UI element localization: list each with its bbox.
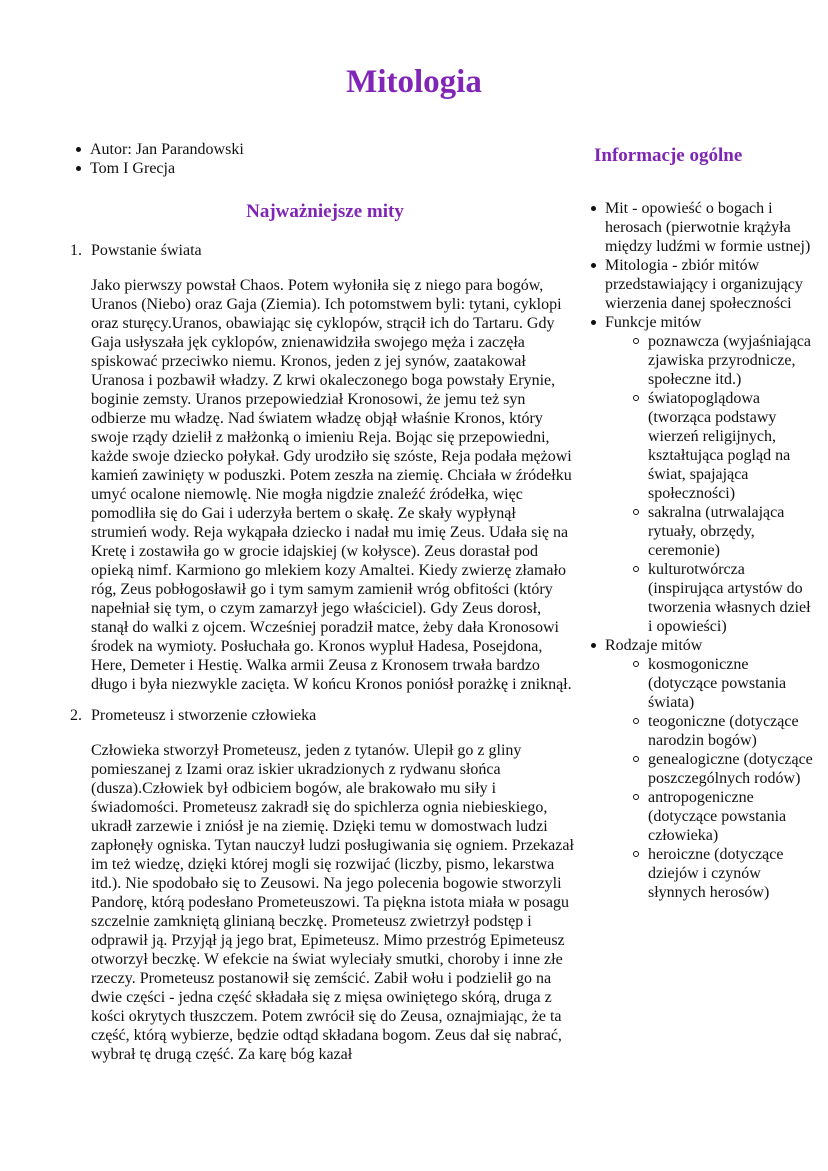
info-item-text: Funkcje mitów bbox=[605, 314, 702, 331]
myth-item bbox=[70, 706, 575, 1064]
myth-title bbox=[70, 241, 575, 260]
function-item: poznawcza (wyjaśniająca zjawiska przyrodnicze, społeczne itd.) bbox=[648, 332, 815, 389]
type-item: teogoniczne (dotyczące narodzin bogów) bbox=[648, 712, 815, 750]
function-item: kulturotwórcza (inspirująca artystów do tworzenia własnych dzieł i opowieści) bbox=[648, 560, 815, 636]
myth-number: 2. bbox=[70, 707, 82, 724]
myth-title-text: Powstanie świata bbox=[91, 242, 202, 259]
info-item bbox=[605, 199, 815, 256]
myth-body: Jako pierwszy powstał Chaos. Potem wyłoniła się z niego para bogów, Uranos (Niebo) oraz Gaja (Ziemia). Ich potomstwem byli: tytani, cyklopi oraz sturęcy.Uranos, obawiając się cyklopów, strącił ich do Tartaru. Gdy Gaja usłyszała jęk cyklopów, znienawidziła swojego męża i zaczęła spiskować przeciwko niemu. Kronos, jeden z jej synów, zaatakował Uranosa i pozbawił władzy. Z krwi okaleczonego boga powstały Erynie, boginie zemsty. Uranos przepowiedział Kronosowi, że jemu też syn odbierze mu władzę. Nad światem władzę objął właśnie Kronos, który swoje rządy dzielił z małżonką o imieniu Reja. Bojąc się przepowiedni, każde swoje dziecko połykał. Gdy urodziło się szóste, Reja podała mężowi kamień zawinięty w poduszki. Potem zeszła na ziemię. Chciała w źródełku umyć ocalone niemowlę. Nie mogła nigdzie znaleźć źródełka, więc pomodliła się do Gai i uderzyła bertem o skałę. Ze skały wypłynął strumień wody. Reja wykąpała dziecko i nadał mu imię Zeus. Udała się na Kretę i zostawiła go w grocie idajskiej (w kołysce). Zeus dorastał pod opieką nimf. Karmiono go mlekiem kozy Amaltei. Kiedy zwierzę złamało róg, Zeus pobłogosławił go i tym samym zamienił wróg obfitości (który napełniał się tym, o czym zamarzył jego właściciel). Gdy Zeus dorosł, stanął do walki z ojcem. Wcześniej poradził matce, żeby dała Kronosowi środek na wymioty. Posłuchała go. Kronos wypluł Hadesa, Posejdona, Here, Demeter i Hestię. Walka armii Zeusa z Kronosem trwała bardzo długo i była niezwykle zacięta. W końcu Kronos poniósł porażkę i zniknął. bbox=[91, 277, 572, 693]
myth-number: 1. bbox=[70, 242, 82, 259]
meta-list bbox=[70, 140, 575, 178]
info-item-text: Rodzaje mitów bbox=[605, 637, 703, 654]
info-item-text: Mit - opowieść o bogach i herosach (pierwotnie krążyła między ludźmi w formie ustnej) bbox=[605, 200, 811, 255]
myth-title-text: Prometeusz i stworzenie człowieka bbox=[91, 707, 317, 724]
function-item: sakralna (utrwalająca rytuały, obrzędy, ceremonie) bbox=[648, 503, 815, 560]
type-item: heroiczne (dotyczące dziejów i czynów słynnych herosów) bbox=[648, 845, 815, 902]
meta-author: Autor: Jan Parandowski bbox=[90, 140, 575, 159]
page-title: Mitologia bbox=[346, 64, 482, 100]
type-item: antropogeniczne (dotyczące powstania człowieka) bbox=[648, 788, 815, 845]
types-list bbox=[605, 655, 815, 902]
function-item: światopoglądowa (tworząca podstawy wierzeń religijnych, kształtująca pogląd na świat, spajająca społeczności) bbox=[648, 389, 815, 503]
sidebar bbox=[580, 140, 815, 902]
sidebar-heading: Informacje ogólne bbox=[594, 145, 743, 166]
myth-title bbox=[70, 706, 575, 725]
main-column bbox=[70, 140, 575, 1076]
myths-heading: Najważniejsze mity bbox=[246, 201, 404, 222]
myth-item bbox=[70, 241, 575, 694]
type-item: kosmogoniczne (dotyczące powstania świata) bbox=[648, 655, 815, 712]
info-list bbox=[580, 199, 815, 902]
type-item: genealogiczne (dotyczące poszczególnych rodów) bbox=[648, 750, 815, 788]
functions-list bbox=[605, 332, 815, 636]
info-item bbox=[605, 256, 815, 313]
meta-volume: Tom I Grecja bbox=[90, 159, 575, 178]
myth-body: Człowieka stworzył Prometeusz, jeden z tytanów. Ulepił go z gliny pomieszanej z Izami oraz iskier ukradzionych z rydwanu słońca (dusza).Człowiek był odbiciem bogów, ale brakowało mu siły i świadomości. Prometeusz zakradł się do spichlerza ognia niebieskiego, ukradł zarzewie i zniósł je na ziemię. Dzięki temu w domostwach ludzi zapłonęły ogniska. Tytan nauczył ludzi posługiwania się ogniem. Przekazał im też wiedzę, dzięki której mogli się rozwijać (liczby, pismo, lekarstwa itd.). Nie spodobało się to Zeusowi. Na jego polecenia bogowie stworzyli Pandorę, którą podesłano Prometeuszowi. Ta piękna istota miała w posagu szczelnie zamkniętą glinianą beczkę. Prometeusz zwietrzył podstęp i odprawił ją. Przyjął ją jego brat, Epimeteusz. Mimo przestróg Epimeteusz otworzył beczkę. W efekcie na świat wyleciały smutki, choroby i inne złe rzeczy. Prometeusz postanowił się zemścić. Zabił wołu i podzielił go na dwie części - jedna część składała się z mięsa owiniętego skórą, druga z kości okrytych tłuszczem. Potem zwrócił się do Zeusa, oznajmiając, że ta część, którą wybierze, będzie odtąd składana bogom. Zeus dał się nabrać, wybrał tę drugą część. Za karę bóg kazał bbox=[91, 742, 574, 1063]
info-item bbox=[605, 636, 815, 902]
info-item-text: Mitologia - zbiór mitów przedstawiający i organizujący wierzenia danej społeczności bbox=[605, 257, 803, 312]
myths-list bbox=[70, 241, 575, 1064]
info-item bbox=[605, 313, 815, 636]
